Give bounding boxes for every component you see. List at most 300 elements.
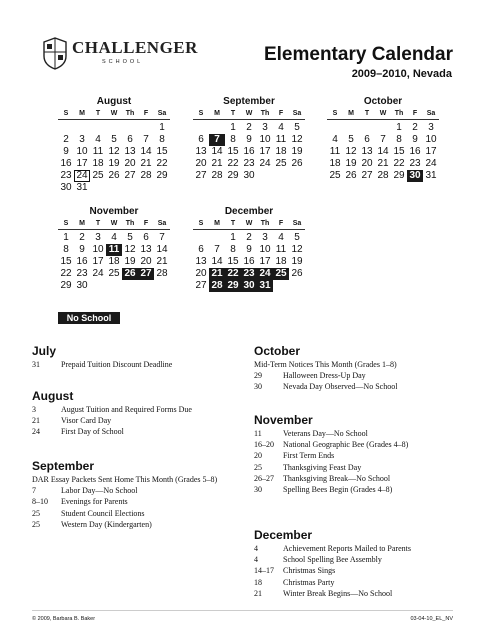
no-school-day: 7 [209, 134, 225, 146]
calendar-day: 20 [195, 158, 207, 169]
weekday-header [193, 108, 305, 120]
section-title: November [254, 413, 313, 427]
calendar-day: 19 [291, 256, 303, 267]
weekday-label: Sa [157, 110, 167, 117]
event-row [254, 462, 454, 473]
section-november [254, 413, 454, 495]
calendar-day: 28 [156, 268, 168, 279]
calendar-day: 26 [291, 158, 303, 169]
calendar-day: 27 [361, 170, 373, 181]
event-row [254, 450, 454, 461]
calendar-day: 18 [329, 158, 341, 169]
event-date: 8–10 [32, 497, 48, 507]
calendar-day: 28 [140, 170, 152, 181]
event-row [32, 426, 242, 437]
calendar-day: 27 [124, 170, 136, 181]
calendar-day: 15 [156, 146, 168, 157]
section-july [32, 344, 242, 370]
calendar-day: 30 [76, 280, 88, 291]
calendar-day: 4 [278, 122, 284, 133]
calendar-day: 15 [393, 146, 405, 157]
calendar-day: 8 [396, 134, 402, 145]
weekday-label: S [63, 110, 69, 117]
day-grid [327, 122, 439, 182]
calendar-day: 8 [63, 244, 69, 255]
month-november [58, 206, 170, 292]
event-text: Labor Day—No School [61, 486, 138, 496]
event-text: Prepaid Tuition Discount Deadline [61, 360, 173, 369]
section-title: July [32, 344, 57, 358]
calendar-day: 2 [246, 122, 252, 133]
event-date: 30 [254, 382, 262, 392]
weekday-label: Th [125, 110, 135, 117]
event-date: 3 [32, 405, 36, 414]
calendar-day: 8 [230, 244, 236, 255]
calendar-day: 23 [409, 158, 421, 169]
calendar-day: 16 [243, 256, 255, 267]
empty-cell [193, 122, 209, 134]
calendar-day: 1 [396, 122, 402, 133]
empty-cell [106, 122, 122, 134]
calendar-day: 19 [291, 146, 303, 157]
event-text: School Spelling Bee Assembly [283, 555, 382, 565]
event-date: 7 [32, 486, 36, 496]
calendar-day: 13 [124, 146, 136, 157]
weekday-label: S [198, 110, 204, 117]
calendar-day: 1 [230, 122, 236, 133]
calendar-day: 29 [393, 170, 405, 181]
calendar-day: 2 [412, 122, 418, 133]
empty-cell [138, 122, 154, 134]
empty-cell [209, 232, 225, 244]
event-date: 18 [254, 577, 262, 587]
calendar-day: 10 [259, 134, 271, 145]
event-row [32, 496, 242, 507]
event-date: 24 [32, 427, 40, 437]
calendar-day: 18 [92, 158, 104, 169]
calendar-day: 6 [143, 232, 149, 243]
section-december [254, 528, 454, 599]
calendar-day: 12 [345, 146, 357, 157]
weekday-label: Th [260, 110, 270, 117]
calendar-day: 9 [79, 244, 85, 255]
event-row [254, 428, 454, 439]
event-date: 30 [254, 484, 262, 494]
calendar-day: 2 [246, 232, 252, 243]
calendar-day: 3 [262, 232, 268, 243]
calendar-day: 24 [74, 170, 90, 182]
weekday-label: M [79, 110, 85, 117]
calendar-day: 20 [124, 158, 136, 169]
weekday-label: F [143, 110, 149, 117]
event-date: 31 [32, 360, 40, 369]
calendar-day: 10 [92, 244, 104, 255]
section-note: Mid-Term Notices This Month (Grades 1–8) [254, 360, 397, 369]
weekday-label: T [230, 110, 236, 117]
event-text: Western Day (Kindergarten) [61, 519, 152, 529]
calendar-day: 16 [60, 158, 72, 169]
calendar-day: 4 [95, 134, 101, 145]
event-row [254, 381, 454, 392]
event-row [254, 484, 454, 495]
no-school-day: 24 [257, 268, 273, 280]
event-row [254, 473, 454, 484]
calendar-day: 8 [159, 134, 165, 145]
calendar-day: 9 [412, 134, 418, 145]
calendar-day: 20 [140, 256, 152, 267]
calendar-day: 3 [79, 134, 85, 145]
empty-cell [193, 232, 209, 244]
calendar-day: 16 [243, 146, 255, 157]
weekday-label: W [379, 110, 387, 117]
empty-cell [375, 122, 391, 134]
month-name: October [363, 96, 403, 107]
calendar-day: 24 [425, 158, 437, 169]
calendar-day: 29 [156, 170, 168, 181]
event-text: Christmas Party [283, 577, 335, 587]
event-row [254, 543, 454, 554]
calendar-day: 15 [227, 146, 239, 157]
weekday-header [327, 108, 439, 120]
month-name: December [224, 206, 274, 217]
calendar-day: 27 [195, 280, 207, 291]
calendar-day: 20 [195, 268, 207, 279]
calendar-day: 4 [278, 232, 284, 243]
month-name: November [89, 206, 139, 217]
empty-cell [58, 122, 74, 134]
month-name: September [223, 96, 275, 107]
empty-cell [359, 122, 375, 134]
section-note: DAR Essay Packets Sent Home This Month (Grades 5–8) [32, 475, 218, 484]
calendar-day: 13 [195, 256, 207, 267]
event-text: Nevada Day Observed—No School [283, 382, 398, 392]
weekday-label: W [110, 110, 118, 117]
empty-cell [90, 122, 106, 134]
calendar-day: 11 [275, 134, 287, 145]
calendar-day: 11 [92, 146, 104, 157]
calendar-day: 4 [332, 134, 338, 145]
calendar-day: 17 [425, 146, 437, 157]
calendar-day: 9 [246, 134, 252, 145]
calendar-day: 25 [108, 268, 120, 279]
calendar-day: 7 [143, 134, 149, 145]
copyright: © 2009, Barbara B. Baker [32, 616, 96, 622]
event-text: Halloween Dress-Up Day [283, 371, 366, 381]
doc-code: 03-04-10_EL_NV [410, 616, 453, 622]
month-october [327, 96, 439, 182]
calendar-day: 9 [246, 244, 252, 255]
event-text: First Day of School [61, 427, 124, 437]
no-school-legend: No School [58, 312, 120, 324]
calendar-day: 14 [140, 146, 152, 157]
calendar-day: 5 [294, 122, 300, 133]
event-date: 4 [254, 544, 258, 553]
weekday-label: S [63, 220, 69, 227]
event-text: First Term Ends [283, 451, 335, 461]
no-school-day: 23 [241, 268, 257, 280]
calendar-day: 5 [294, 232, 300, 243]
event-text: Veterans Day—No School [283, 429, 368, 438]
no-school-day: 30 [241, 280, 257, 292]
calendar-day: 1 [63, 232, 69, 243]
weekday-label: F [143, 220, 149, 227]
calendar-day: 11 [329, 146, 341, 157]
section-title: October [254, 344, 301, 358]
weekday-header [58, 218, 170, 230]
section-october [254, 344, 454, 393]
calendar-day: 21 [377, 158, 389, 169]
event-date: 25 [254, 462, 262, 472]
calendar-day: 5 [127, 232, 133, 243]
calendar-day: 6 [127, 134, 133, 145]
no-school-day: 26 [122, 268, 138, 280]
event-date: 4 [254, 555, 258, 565]
section-title: December [254, 528, 313, 542]
calendar-day: 19 [345, 158, 357, 169]
calendar-day: 2 [79, 232, 85, 243]
weekday-label: S [332, 110, 338, 117]
day-grid [193, 232, 305, 292]
event-row [254, 577, 454, 588]
calendar-day: 25 [329, 170, 341, 181]
event-text: Winter Break Begins—No School [283, 588, 393, 598]
calendar-day: 30 [60, 182, 72, 193]
calendar-day: 14 [156, 244, 168, 255]
calendar-day: 21 [140, 158, 152, 169]
calendar-day: 14 [211, 256, 223, 267]
event-date: 21 [32, 416, 40, 426]
event-row [254, 588, 454, 599]
event-row [254, 554, 454, 565]
event-text: Christmas Sings [283, 566, 336, 576]
brand-subtitle: SCHOOL [102, 59, 144, 65]
calendar-day: 23 [243, 158, 255, 169]
calendar-day: 22 [227, 158, 239, 169]
calendar-day: 22 [156, 158, 168, 169]
calendar-day: 16 [76, 256, 88, 267]
no-school-day: 21 [209, 268, 225, 280]
calendar-day: 11 [275, 244, 287, 255]
calendar-day: 29 [60, 280, 72, 291]
event-row [32, 404, 242, 415]
weekday-label: T [95, 220, 101, 227]
weekday-label: W [110, 220, 118, 227]
crest-icon [40, 36, 70, 70]
calendar-day: 25 [92, 170, 104, 181]
calendar-day: 26 [291, 268, 303, 279]
calendar-day: 28 [211, 170, 223, 181]
calendar-day: 27 [195, 170, 207, 181]
calendar-day: 17 [76, 158, 88, 169]
section-august [32, 389, 242, 438]
calendar-day: 6 [364, 134, 370, 145]
empty-cell [209, 122, 225, 134]
calendar-day: 17 [92, 256, 104, 267]
event-row [254, 370, 454, 381]
calendar-day: 6 [198, 134, 204, 145]
weekday-label: Th [260, 220, 270, 227]
calendar-day: 18 [108, 256, 120, 267]
event-date: 16–20 [254, 440, 274, 450]
calendar-day: 18 [275, 146, 287, 157]
event-row [254, 439, 454, 450]
brand-name: CHALLENGER [72, 38, 198, 57]
footer-rule [32, 610, 453, 611]
month-august [58, 96, 170, 194]
weekday-label: M [348, 110, 354, 117]
no-school-day: 27 [138, 268, 154, 280]
calendar-day: 2 [63, 134, 69, 145]
day-grid [58, 232, 170, 292]
calendar-day: 17 [259, 146, 271, 157]
calendar-day: 24 [259, 158, 271, 169]
calendar-day: 13 [361, 146, 373, 157]
calendar-day: 16 [409, 146, 421, 157]
weekday-header [58, 108, 170, 120]
event-date: 29 [254, 371, 262, 381]
weekday-label: S [198, 220, 204, 227]
calendar-day: 24 [92, 268, 104, 279]
calendar-day: 26 [108, 170, 120, 181]
calendar-day: 14 [211, 146, 223, 157]
event-row [32, 359, 242, 370]
calendar-day: 21 [211, 158, 223, 169]
calendar-day: 10 [76, 146, 88, 157]
event-date: 21 [254, 588, 262, 598]
event-date: 25 [32, 519, 40, 529]
calendar-day: 5 [111, 134, 117, 145]
no-school-day: 31 [257, 280, 273, 292]
calendar-day: 21 [156, 256, 168, 267]
calendar-day: 5 [348, 134, 354, 145]
day-grid [193, 122, 305, 182]
weekday-label: F [412, 110, 418, 117]
event-date: 26–27 [254, 473, 274, 483]
event-date: 20 [254, 451, 262, 461]
no-school-day: 29 [225, 280, 241, 292]
event-text: National Geographic Bee (Grades 4–8) [283, 440, 409, 450]
school-logo [40, 36, 200, 72]
weekday-label: T [230, 220, 236, 227]
section-title: August [32, 389, 74, 403]
event-row [254, 565, 454, 576]
calendar-day: 13 [140, 244, 152, 255]
weekday-label: Sa [292, 220, 302, 227]
calendar-day: 7 [159, 232, 165, 243]
weekday-label: Sa [157, 220, 167, 227]
weekday-header [193, 218, 305, 230]
calendar-day: 23 [76, 268, 88, 279]
weekday-label: F [278, 110, 284, 117]
weekday-label: M [214, 110, 220, 117]
calendar-day: 12 [124, 244, 136, 255]
weekday-label: W [245, 220, 253, 227]
no-school-day: 11 [106, 244, 122, 256]
event-text: Student Council Elections [61, 508, 145, 518]
event-text: Thanksgiving Feast Day [283, 462, 362, 472]
no-school-day: 22 [225, 268, 241, 280]
calendar-day: 22 [60, 268, 72, 279]
weekday-label: M [79, 220, 85, 227]
calendar-day: 14 [377, 146, 389, 157]
weekday-label: Sa [426, 110, 436, 117]
no-school-day: 30 [407, 170, 423, 182]
calendar-day: 12 [291, 244, 303, 255]
no-school-day: 25 [273, 268, 289, 280]
calendar-day: 30 [243, 170, 255, 181]
calendar-day: 1 [230, 232, 236, 243]
month-name: August [96, 96, 132, 107]
weekday-label: F [278, 220, 284, 227]
calendar-day: 22 [393, 158, 405, 169]
event-text: August Tuition and Required Forms Due [61, 405, 192, 414]
calendar-day: 28 [377, 170, 389, 181]
month-december [193, 206, 305, 292]
calendar-day: 15 [227, 256, 239, 267]
page-title: Elementary Calendar [263, 44, 453, 65]
calendar-day: 3 [262, 122, 268, 133]
calendar-day: 10 [259, 244, 271, 255]
calendar-day: 6 [198, 244, 204, 255]
day-grid [58, 122, 170, 194]
empty-cell [343, 122, 359, 134]
calendar-day: 18 [275, 256, 287, 267]
section-september [32, 459, 242, 530]
weekday-label: Th [125, 220, 135, 227]
calendar-day: 7 [380, 134, 386, 145]
calendar-day: 1 [159, 122, 165, 133]
calendar-day: 31 [76, 182, 88, 193]
calendar-day: 20 [361, 158, 373, 169]
weekday-label: T [364, 110, 370, 117]
event-row [32, 519, 242, 530]
calendar-day: 15 [60, 256, 72, 267]
event-date: 25 [32, 508, 40, 518]
weekday-label: W [245, 110, 253, 117]
event-text: Achievement Reports Mailed to Parents [283, 544, 411, 553]
calendar-day: 3 [95, 232, 101, 243]
section-title: September [32, 459, 95, 473]
calendar-day: 13 [195, 146, 207, 157]
calendar-day: 4 [111, 232, 117, 243]
calendar-day: 17 [259, 256, 271, 267]
calendar-day: 29 [227, 170, 239, 181]
calendar-day: 26 [345, 170, 357, 181]
event-text: Spelling Bees Begin (Grades 4–8) [283, 484, 393, 494]
weekday-label: T [95, 110, 101, 117]
weekday-label: Sa [292, 110, 302, 117]
weekday-label: Th [394, 110, 404, 117]
calendar-day: 9 [63, 146, 69, 157]
no-school-day: 28 [209, 280, 225, 292]
calendar-day: 7 [214, 244, 220, 255]
weekday-label: M [214, 220, 220, 227]
calendar-day: 10 [425, 134, 437, 145]
event-date: 14–17 [254, 566, 274, 576]
event-date: 11 [254, 429, 262, 438]
event-text: Evenings for Parents [61, 497, 128, 507]
event-row [32, 508, 242, 519]
calendar-day: 12 [291, 134, 303, 145]
calendar-day: 19 [108, 158, 120, 169]
calendar-day: 3 [428, 122, 434, 133]
calendar-day: 12 [108, 146, 120, 157]
calendar-day: 19 [124, 256, 136, 267]
calendar-day: 25 [275, 158, 287, 169]
empty-cell [122, 122, 138, 134]
calendar-day: 31 [425, 170, 437, 181]
month-september [193, 96, 305, 182]
